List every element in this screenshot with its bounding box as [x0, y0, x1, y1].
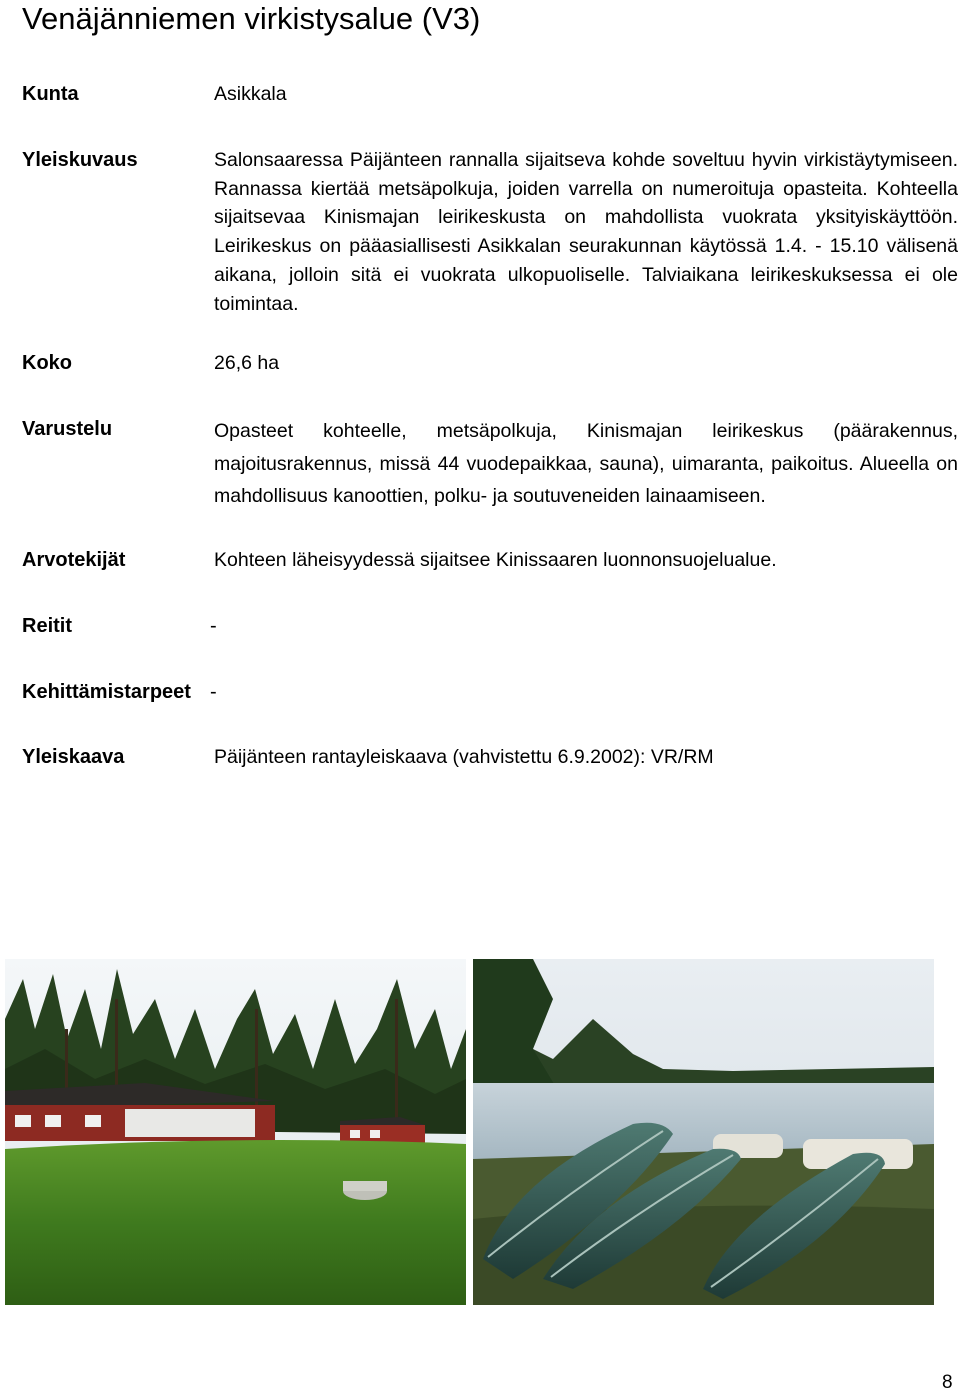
label-yleiskaava: Yleiskaava — [22, 746, 125, 768]
value-arvotekijat: Kohteen läheisyydessä sijaitsee Kinissaaren luonnonsuojelualue. — [214, 549, 777, 571]
value-koko: 26,6 ha — [214, 352, 280, 374]
label-koko: Koko — [22, 352, 72, 374]
value-yleiskuvaus: Salonsaaressa Päijänteen rannalla sijaitseva kohde soveltuu hyvin virkistäytymiseen. Rannassa kiertää metsäpolkuja, joiden varrella on numeroituja opasteita. Kohteella sijaitsevaa Kinismajan leirikeskusta on mahdollista vuokrata yksityiskäyttöön. Leirikeskus on pääasiallisesti Asikkalan seurakunnan käytössä 1.4. - 15.10 välisenä aikana, jolloin sitä ei vuokrata ulkopuoliselle. Talviaikana leirikeskuksessa ei ole toimintaa. — [214, 149, 958, 315]
page-title: Venäjänniemen virkistysalue (V3) — [22, 1, 481, 36]
label-varustelu: Varustelu — [22, 418, 113, 440]
value-kehittamistarpeet: - — [210, 681, 217, 703]
page-number: 8 — [942, 1372, 953, 1393]
label-reitit: Reitit — [22, 615, 72, 637]
photo-kanootit — [473, 959, 934, 1305]
value-reitit: - — [210, 615, 217, 637]
label-yleiskuvaus: Yleiskuvaus — [22, 149, 138, 171]
label-kehittamistarpeet: Kehittämistarpeet — [22, 681, 191, 703]
value-yleiskaava: Päijänteen rantayleiskaava (vahvistettu 6.9.2002): VR/RM — [214, 746, 714, 768]
photo-leirikeskus — [5, 959, 466, 1305]
label-arvotekijat: Arvotekijät — [22, 549, 126, 571]
value-varustelu: Opasteet kohteelle, metsäpolkuja, Kinismajan leirikeskus (päärakennus, majoitusrakennus, missä 44 vuodepaikkaa, sauna), uimaranta, paikoitus. Alueella on mahdollisuus kanoottien, polku- ja soutuveneiden lainaamiseen. — [214, 420, 958, 507]
label-kunta: Kunta — [22, 83, 79, 105]
value-kunta: Asikkala — [214, 83, 287, 105]
